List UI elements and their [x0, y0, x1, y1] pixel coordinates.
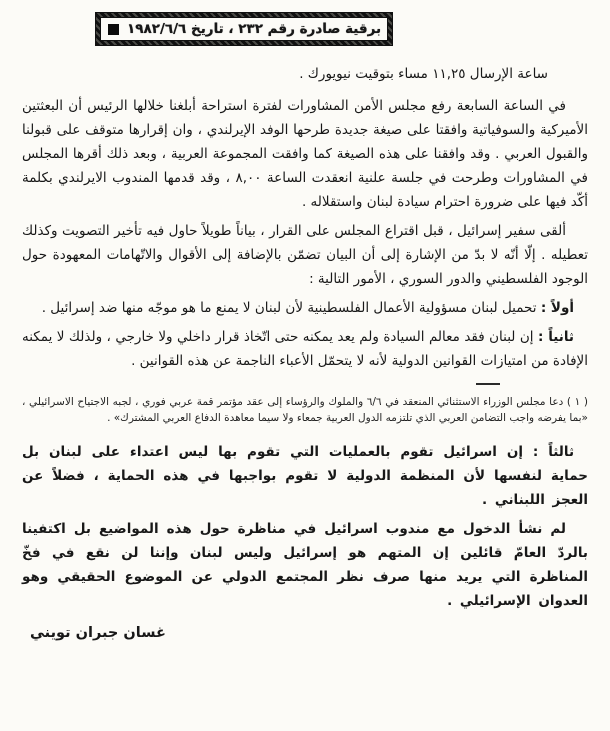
footnote-area	[22, 383, 588, 426]
signature: غسان جبران تويني	[30, 625, 166, 641]
footnote-text: ( ١ ) دعا مجلس الوزراء الاستثنائي المنعقد في ٦/٦ والملوك والرؤساء إلى عقد مؤتمر قمة عربي فوري ، لجبه الاجتياح الاسرائيلي ، «بما يفرضه واجب التضامن العربي الذي تلتزمه الدول العربية جمعاء ولا سيما معاهدة الدفاع العربي المشترك» .	[22, 396, 588, 424]
paragraph-session: في الساعة السابعة رفع مجلس الأمن المشاورات لفترة استراحة أبلغنا خلالها الرئيس أن البعثتين الأميركية والسوفياتية وافقتا على صيغة جديدة طرحها الوفد الإيرلندي ، وان إقرارها متوقف على قبولنا والقبول العربي . وقد وافقنا على هذه الصيغة كما وافقت المجموعة العربية ، وبعد ذلك أقرها المجلس في المشاورات وطرحت في جلسة علنية انعقدت الساعة ٨,٠٠ ، وقد قدمها المندوب الايرلندي بكلمة أكّد فيها على ضرورة احترام سيادة لبنان واستقلاله .	[22, 98, 588, 210]
sent-time-line: ساعة الإرسال ١١,٢٥ مساء بتوقيت نيويورك .	[299, 66, 548, 82]
point-second	[22, 325, 588, 373]
closing-paragraph: لم نشأ الدخول مع مندوب اسرائيل في مناظرة حول هذه المواضيع بل اكتفينا بالردّ العامّ قائلين إن المتهم هو إسرائيل وليس لبنان وإننا لن نقع في فخّ المناظرة التي يريد منها صرف نظر المجتمع الدولي عن الموضوع الحقيقي وهو العدوان الإسرائيلي .	[22, 521, 588, 609]
telegram-header-box	[95, 12, 393, 46]
telegram-header-inner	[100, 17, 388, 41]
telegram-header-title: برقية صادرة رقم ٢٣٢ ، تاريخ ١٩٨٢/٦/٦	[127, 21, 382, 37]
point-third	[22, 440, 588, 512]
black-square-icon	[108, 24, 119, 35]
paragraph-israeli-ambassador: ألقى سفير إسرائيل ، قبل اقتراع المجلس على القرار ، بياناً طويلاً حاول فيه تأخير التصويت وكذلك تعطيله . إلّا أنّه لا بدّ من الإشارة إلى أن البيان تضمّن بالإضافة إلى الأقوال والاتّهامات المعهودة حول الوجود الفلسطيني والدور السوري ، الأمور التالية :	[22, 223, 588, 287]
footnote-separator	[476, 383, 500, 385]
point-first	[22, 296, 588, 320]
point-third-text: إن اسرائيل تقوم بالعمليات التي تقوم بها ليس اعتداء على لبنان بل حماية لنفسها لأن المنظمة الدولية لا تقوم بواجبها في هذه الحماية ، فضلاً عن العجز اللبناني .	[22, 444, 588, 508]
point-second-text: إن لبنان فقد معالم السيادة ولم يعد يمكنه حتى اتّخاذ قرار داخلي ولا خارجي ، ولذلك لا يمكنه الإفادة من امتيازات القوانين الدولية لأنه لا يتحمّل الأعباء الناجمة عن هذه القوانين .	[22, 329, 588, 369]
point-first-text: تحميل لبنان مسؤولية الأعمال الفلسطينية لأن لبنان لا يمنع ما هو موجّه منها ضد إسرائيل .	[41, 300, 537, 316]
point-second-label: ثانياً :	[537, 329, 574, 345]
point-third-label: ثالثاً :	[532, 444, 575, 460]
point-first-label: أولاً :	[540, 300, 574, 316]
